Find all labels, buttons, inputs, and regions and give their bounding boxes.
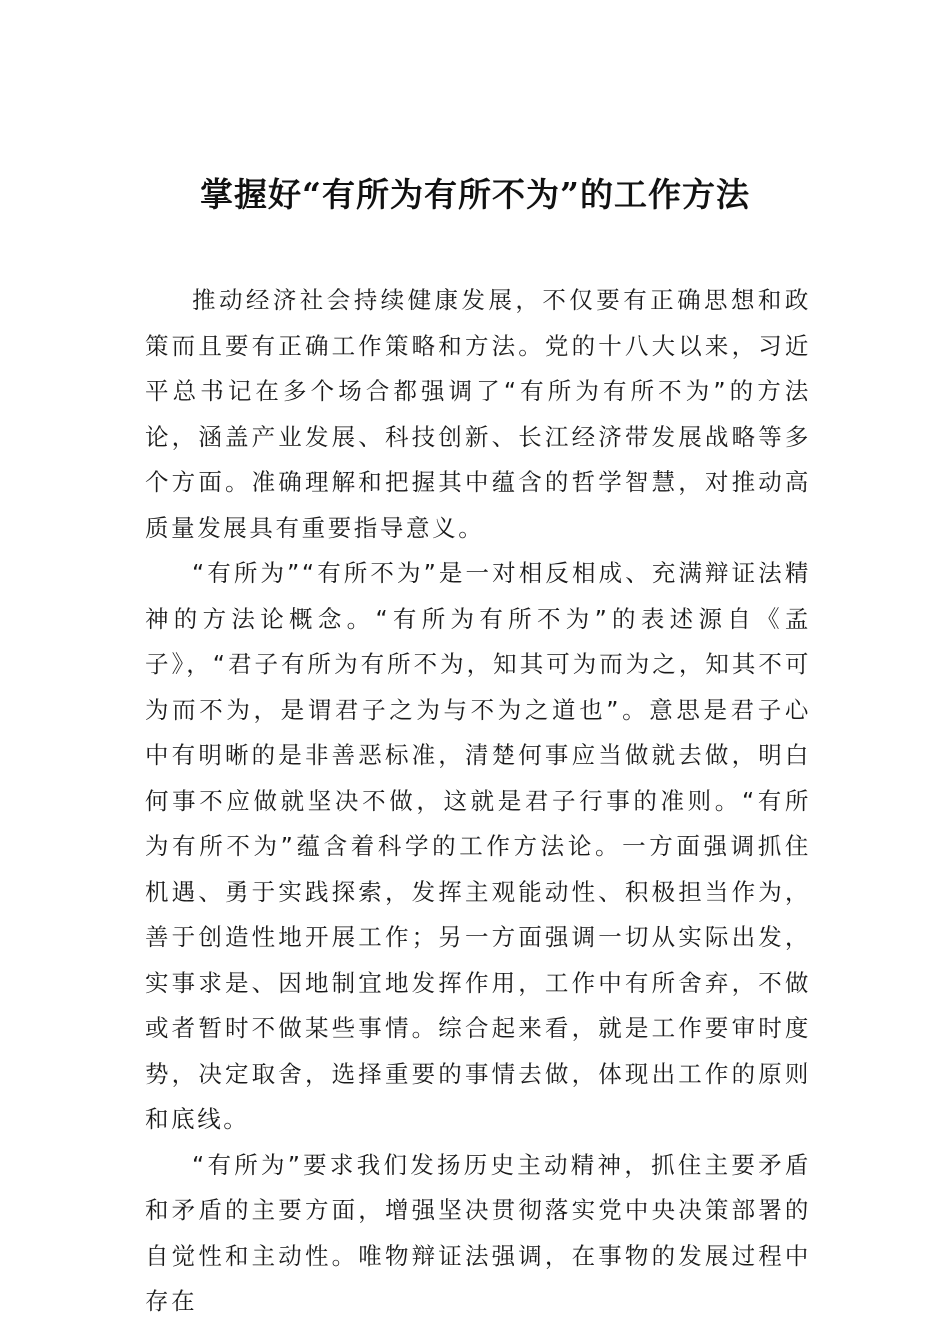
paragraph-3: “有所为”要求我们发扬历史主动精神，抓住主要矛盾和矛盾的主要方面，增强坚决贯彻落实党中央决策部署的自觉性和主动性。唯物辩证法强调，在事物的发展过程中存在 xyxy=(145,1150,811,1315)
document-title: 掌握好“有所为有所不为”的工作方法 xyxy=(200,175,750,214)
paragraph-1: 推动经济社会持续健康发展，不仅要有正确思想和政策而且要有正确工作策略和方法。党的十八大以来，习近平总书记在多个场合都强调了“有所为有所不为”的方法论，涵盖产业发展、科技创新、长江经济带发展战略等多个方面。准确理解和把握其中蕴含的哲学智慧，对推动高质量发展具有重要指导意义。 xyxy=(145,286,811,542)
paragraph-2: “有所为”“有所不为”是一对相反相成、充满辩证法精神的方法论概念。“有所为有所不为”的表述源自《孟子》，“君子有所为有所不为，知其可为而为之，知其不可为而不为，是谓君子之为与不为之道也”。意思是君子心中有明晰的是非善恶标准，清楚何事应当做就去做，明白何事不应做就坚决不做，这就是君子行事的准则。“有所为有所不为”蕴含着科学的工作方法论。一方面强调抓住机遇、勇于实践探索，发挥主观能动性、积极担当作为，善于创造性地开展工作；另一方面强调一切从实际出发，实事求是、因地制宜地发挥作用，工作中有所舍弃，不做或者暂时不做某些事情。综合起来看，就是工作要审时度势，决定取舍，选择重要的事情去做，体现出工作的原则和底线。 xyxy=(145,559,811,1133)
document-body xyxy=(145,278,811,1325)
